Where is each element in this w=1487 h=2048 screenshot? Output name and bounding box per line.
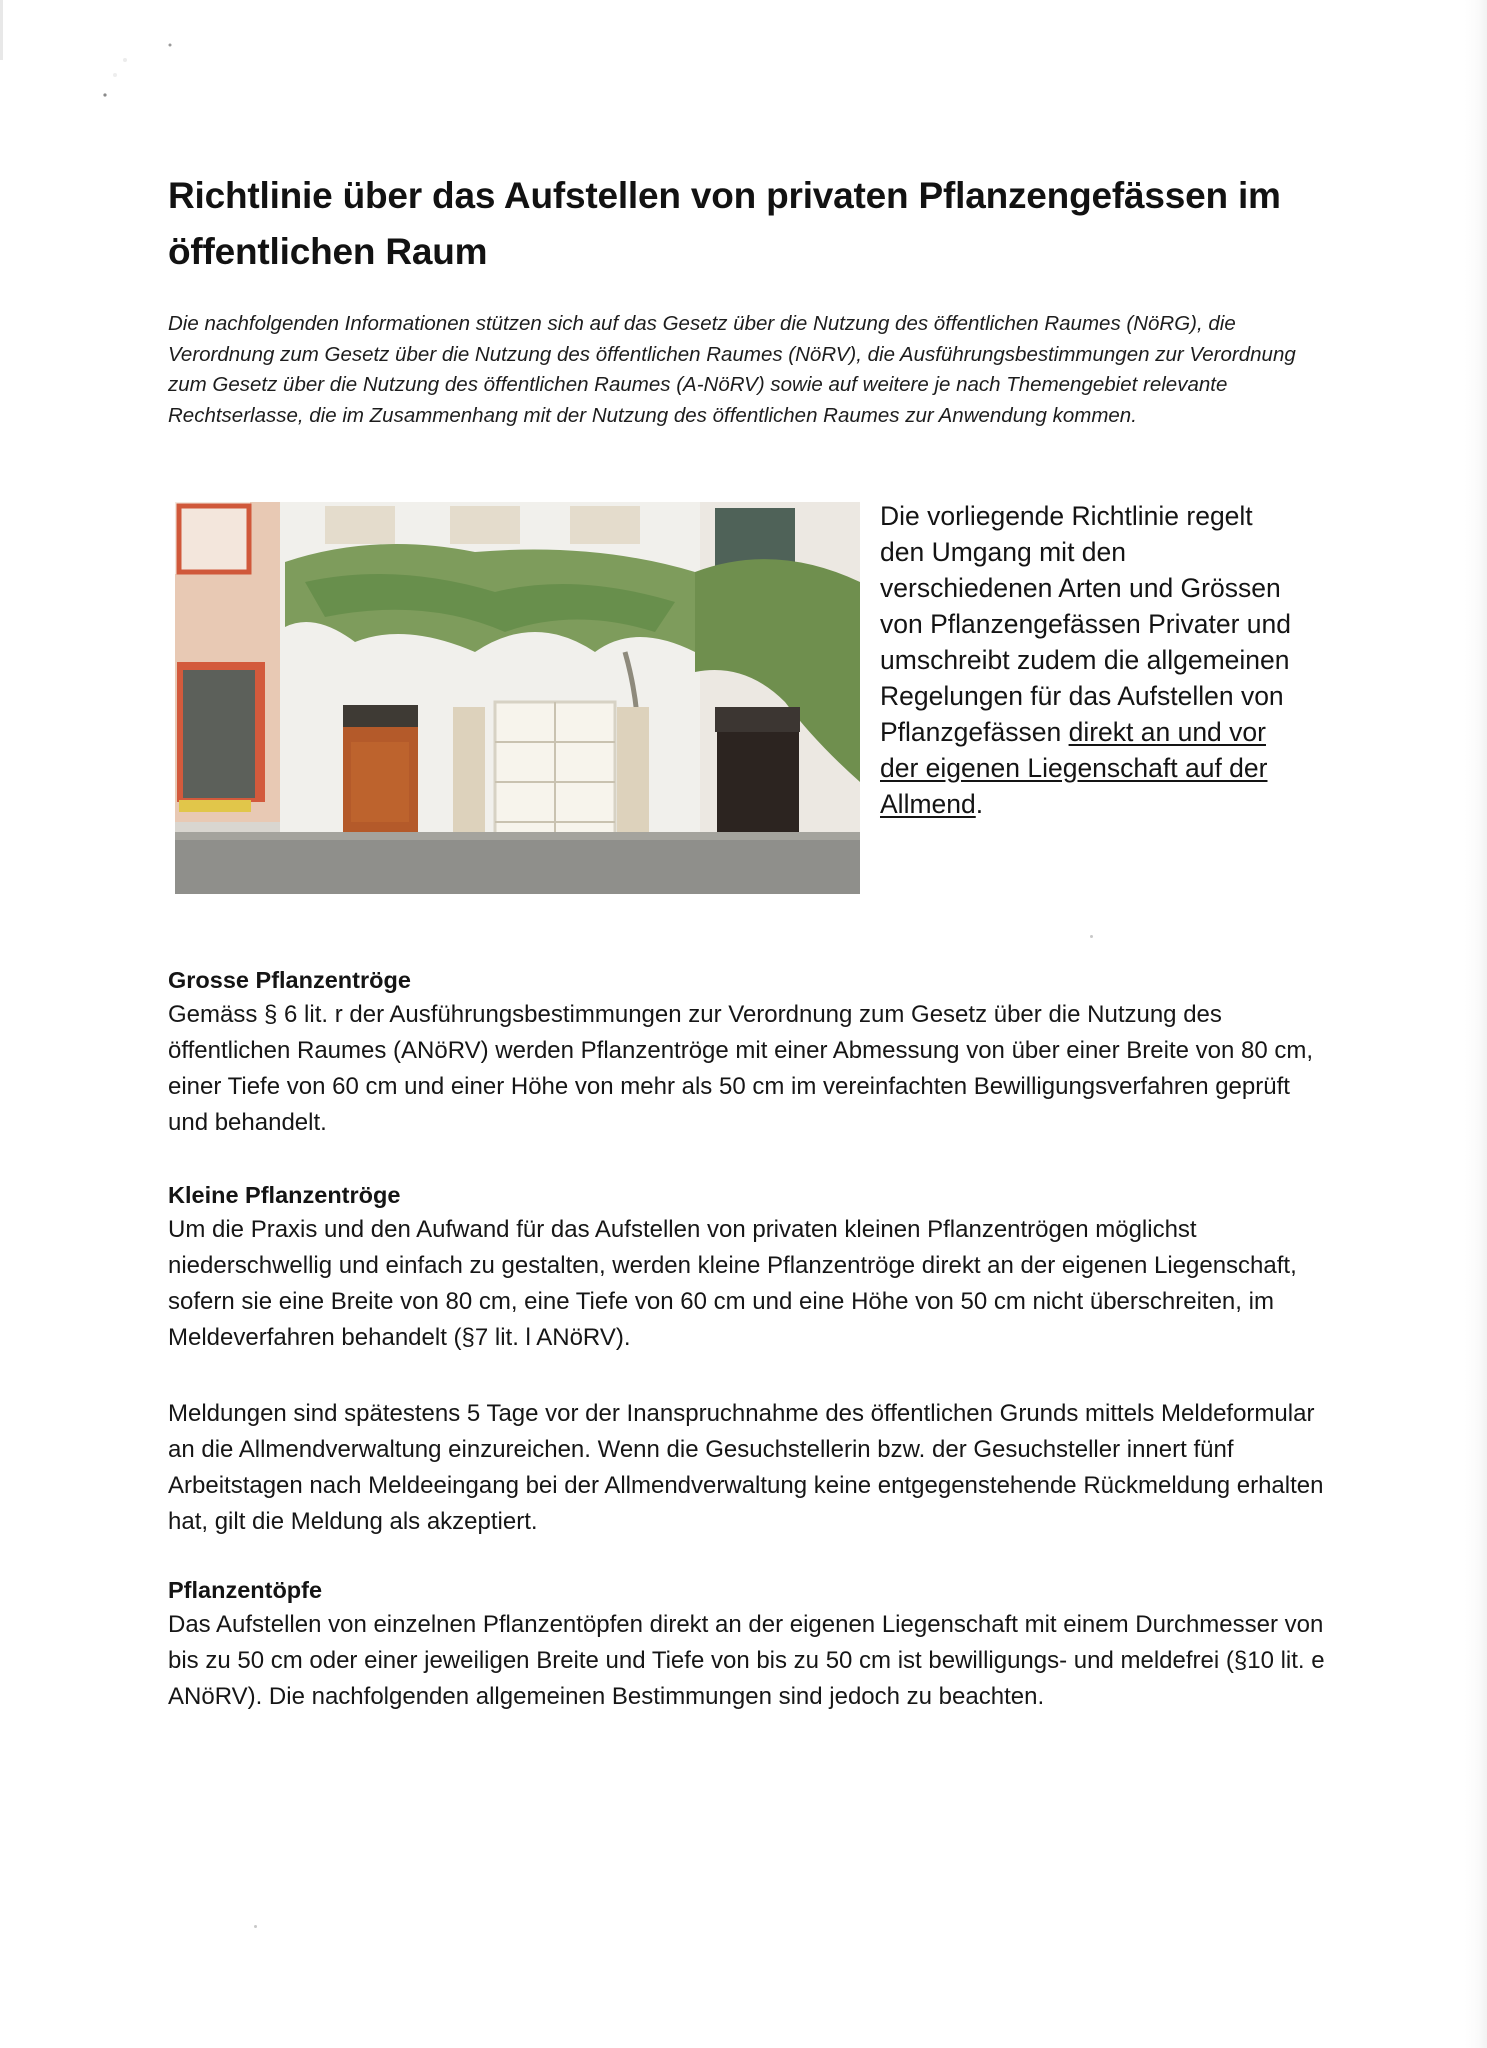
scope-text-plain: Die vorliegende Richtlinie regelt den Umgang mit den verschiedenen Arten und Grössen von Pflanzengefässen Privater und umschreibt zudem die allgemeinen Regelungen für das Aufstellen von Pflanzgefässen <box>880 501 1292 747</box>
scan-specks <box>85 20 185 110</box>
section-small-planters <box>168 1178 1328 1356</box>
section-paragraph: Gemäss § 6 lit. r der Ausführungsbestimmungen zur Verordnung zum Gesetz über die Nutzung des öffentlichen Raumes (ANöRV) werden Pflanzentröge mit einer Abmessung von über einer Breite von 80 cm, einer Tiefe von 60 cm und einer Höhe von mehr als 50 cm im vereinfachten Bewilligungsverfahren geprüft und behandelt. <box>168 1001 1314 1136</box>
scan-speck <box>1090 935 1093 938</box>
section-heading: Grosse Pflanzentröge <box>168 967 411 993</box>
guideline-scope-text <box>880 498 1300 822</box>
intro-paragraph: Die nachfolgenden Informationen stützen sich auf das Gesetz über die Nutzung des öffentlichen Raumes (NöRG), die Verordnung zum Gesetz über die Nutzung des öffentlichen Raumes (NöRV), die Ausführungsbestimmungen zur Verordnung zum Gesetz über die Nutzung des öffentlichen Raumes (A-NöRV) sowie auf weitere je nach Themengebiet relevante Rechtserlasse, die im Zusammenhang mit der Nutzung des öffentlichen Raumes zur Anwendung kommen. <box>168 312 1296 427</box>
scope-text-emphasis: direkt an und vor der eigenen Liegenschaft auf der Allmend <box>880 717 1268 819</box>
scan-speck <box>254 1925 257 1928</box>
section-paragraph: Meldungen sind spätestens 5 Tage vor der Inanspruchnahme des öffentlichen Grunds mittels Meldeformular an die Allmendverwaltung einzureichen. Wenn die Gesuchstellerin bzw. der Gesuchsteller innert fünf Arbeitstagen nach Meldeeingang bei der Allmendverwaltung keine entgegenstehende Rückmeldung erhalten hat, gilt die Meldung als akzeptiert. <box>168 1400 1324 1535</box>
section-paragraph: Um die Praxis und den Aufwand für das Aufstellen von privaten kleinen Pflanzentrögen möglichst niederschwellig und einfach zu gestalten, werden kleine Pflanzentröge direkt an der eigenen Liegenschaft, sofern sie eine Breite von 80 cm, eine Tiefe von 60 cm und eine Höhe von 50 cm nicht überschreiten, im Meldeverfahren behandelt (§7 lit. l ANöRV). <box>168 1216 1297 1351</box>
house-facade-illustration <box>175 502 860 894</box>
section-small-planters-notice <box>168 1396 1328 1540</box>
page-title: Richtlinie über das Aufstellen von privaten Pflanzengefässen im öffentlichen Raum <box>168 175 1281 272</box>
scope-text-end: . <box>975 789 984 819</box>
scan-edge-shadow <box>1465 0 1487 2048</box>
section-heading: Kleine Pflanzentröge <box>168 1182 401 1208</box>
scan-edge <box>0 0 3 60</box>
section-paragraph: Das Aufstellen von einzelnen Pflanzentöpfen direkt an der eigenen Liegenschaft mit einem Durchmesser von bis zu 50 cm oder einer jeweiligen Breite und Tiefe von bis zu 50 cm ist bewilligungs- und meldefrei (§10 lit. e ANöRV). Die nachfolgenden allgemeinen Bestimmungen sind jedoch zu beachten. <box>168 1611 1325 1710</box>
section-large-planters <box>168 963 1328 1141</box>
section-plant-pots <box>168 1573 1328 1715</box>
section-heading: Pflanzentöpfe <box>168 1577 323 1603</box>
house-facade-photo <box>175 502 860 894</box>
